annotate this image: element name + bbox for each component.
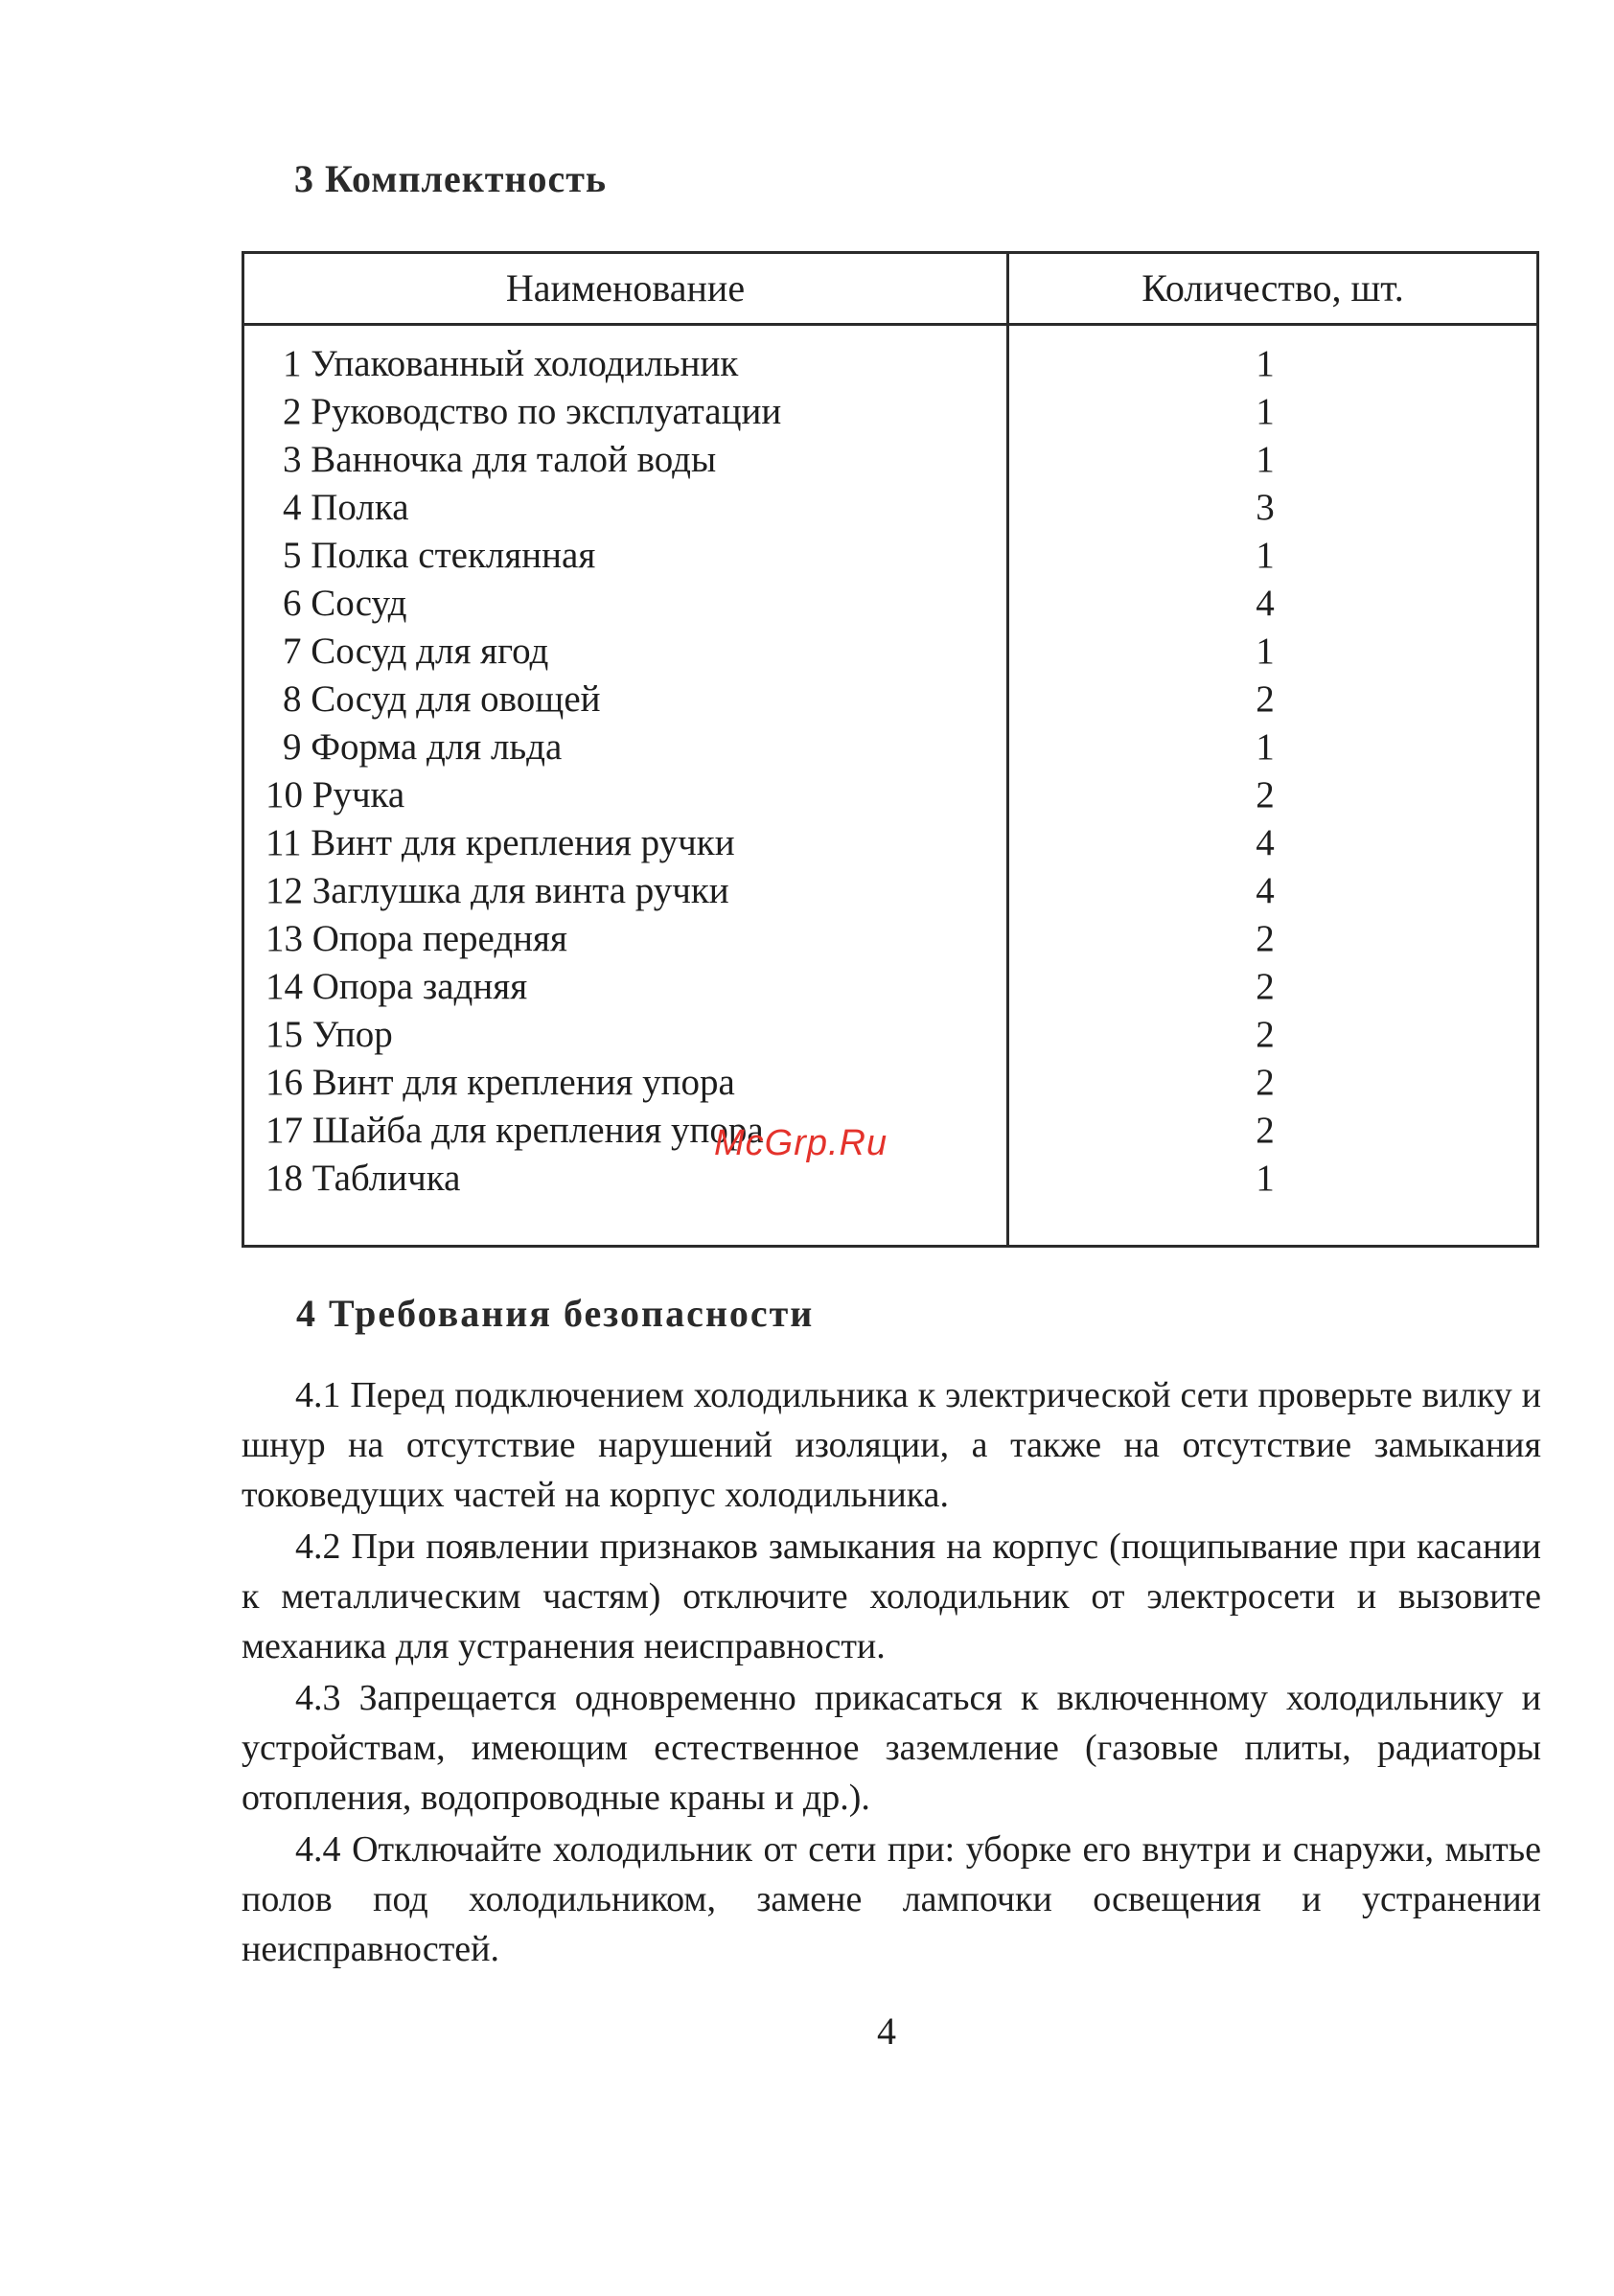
table-row xyxy=(244,771,1536,819)
watermark-text: McGrp.Ru xyxy=(714,1123,888,1163)
item-name: 10 Ручка xyxy=(265,774,405,815)
item-qty: 1 xyxy=(1256,343,1275,384)
header-quantity: Количество, шт. xyxy=(1141,266,1404,310)
item-name: 1 Упакованный холодильник xyxy=(283,343,739,384)
item-name: 16 Винт для крепления упора xyxy=(265,1062,735,1103)
table-row xyxy=(244,819,1536,867)
paragraph-4-2 xyxy=(242,1522,1541,1671)
paragraph-text: 4.1 Перед подключением холодильника к электрической сети проверьте вилку и шнур на отсутствие нарушений изоляции, а также на отсутствие замыкания токоведущих частей на корпус холодильника. xyxy=(242,1375,1541,1515)
item-qty: 2 xyxy=(1256,1014,1275,1055)
table-row xyxy=(244,532,1536,580)
item-qty: 1 xyxy=(1256,1158,1275,1199)
section-3-heading: 3 Комплектность xyxy=(294,157,608,200)
item-qty: 2 xyxy=(1256,1110,1275,1151)
item-qty: 1 xyxy=(1256,391,1275,432)
item-qty: 1 xyxy=(1256,535,1275,576)
item-qty: 1 xyxy=(1256,631,1275,672)
item-name: 6 Сосуд xyxy=(283,583,407,624)
item-name: 13 Опора передняя xyxy=(265,918,567,959)
paragraph-4-3 xyxy=(242,1673,1541,1823)
item-name: 12 Заглушка для винта ручки xyxy=(265,870,729,911)
table-row xyxy=(244,915,1536,963)
page-number: 4 xyxy=(877,2009,896,2053)
item-qty: 4 xyxy=(1256,822,1275,863)
item-name: 14 Опора задняя xyxy=(265,966,528,1007)
table-row xyxy=(244,676,1536,723)
paragraph-text: 4.3 Запрещается одновременно прикасаться к включенному холодильнику и устройствам, имеющим естественное заземление (газовые плиты, радиаторы отопления, водопроводные краны и др.). xyxy=(242,1678,1541,1818)
item-name: 17 Шайба для крепления упора xyxy=(265,1110,764,1151)
item-name: 9 Форма для льда xyxy=(283,726,563,768)
header-name: Наименование xyxy=(505,266,746,310)
completeness-table xyxy=(242,251,1539,1248)
item-name: 8 Сосуд для овощей xyxy=(283,678,601,720)
item-name: 15 Упор xyxy=(265,1014,393,1055)
table-row xyxy=(244,1011,1536,1059)
item-name: 18 Табличка xyxy=(265,1158,461,1199)
item-name: 5 Полка стеклянная xyxy=(283,535,596,576)
item-name: 4 Полка xyxy=(283,487,409,528)
table-header-divider xyxy=(244,323,1536,326)
table-row xyxy=(244,436,1536,484)
item-qty: 2 xyxy=(1256,918,1275,959)
table-row xyxy=(244,580,1536,628)
item-qty: 2 xyxy=(1256,678,1275,720)
item-name: 2 Руководство по эксплуатации xyxy=(283,391,782,432)
table-row xyxy=(244,867,1536,915)
section-4-heading: 4 Требования безопасности xyxy=(296,1292,815,1335)
table-row xyxy=(244,963,1536,1011)
item-name: 7 Сосуд для ягод xyxy=(283,631,549,672)
item-qty: 2 xyxy=(1256,774,1275,815)
item-qty: 4 xyxy=(1256,870,1275,911)
item-qty: 2 xyxy=(1256,1062,1275,1103)
table-row xyxy=(244,723,1536,771)
item-qty: 1 xyxy=(1256,439,1275,480)
item-qty: 1 xyxy=(1256,726,1275,768)
table-row xyxy=(244,1155,1536,1203)
item-qty: 3 xyxy=(1256,487,1275,528)
paragraph-4-4 xyxy=(242,1825,1541,1974)
table-row xyxy=(244,628,1536,676)
paragraph-text: 4.4 Отключайте холодильник от сети при: уборке его внутри и снаружи, мытье полов под холодильником, замене лампочки освещения и устранении неисправностей. xyxy=(242,1829,1541,1969)
table-row xyxy=(244,484,1536,532)
table-row xyxy=(244,1107,1536,1155)
item-qty: 2 xyxy=(1256,966,1275,1007)
paragraph-4-1 xyxy=(242,1370,1541,1520)
table-row xyxy=(244,340,1536,388)
paragraph-text: 4.2 При появлении признаков замыкания на корпус (пощипывание при касании к металлическим частям) отключите холодильник от электросети и вызовите механика для устранения неисправности. xyxy=(242,1527,1541,1666)
item-qty: 4 xyxy=(1256,583,1275,624)
table-row xyxy=(244,388,1536,436)
table-row xyxy=(244,1059,1536,1107)
item-name: 11 Винт для крепления ручки xyxy=(265,822,735,863)
item-name: 3 Ванночка для талой воды xyxy=(283,439,717,480)
